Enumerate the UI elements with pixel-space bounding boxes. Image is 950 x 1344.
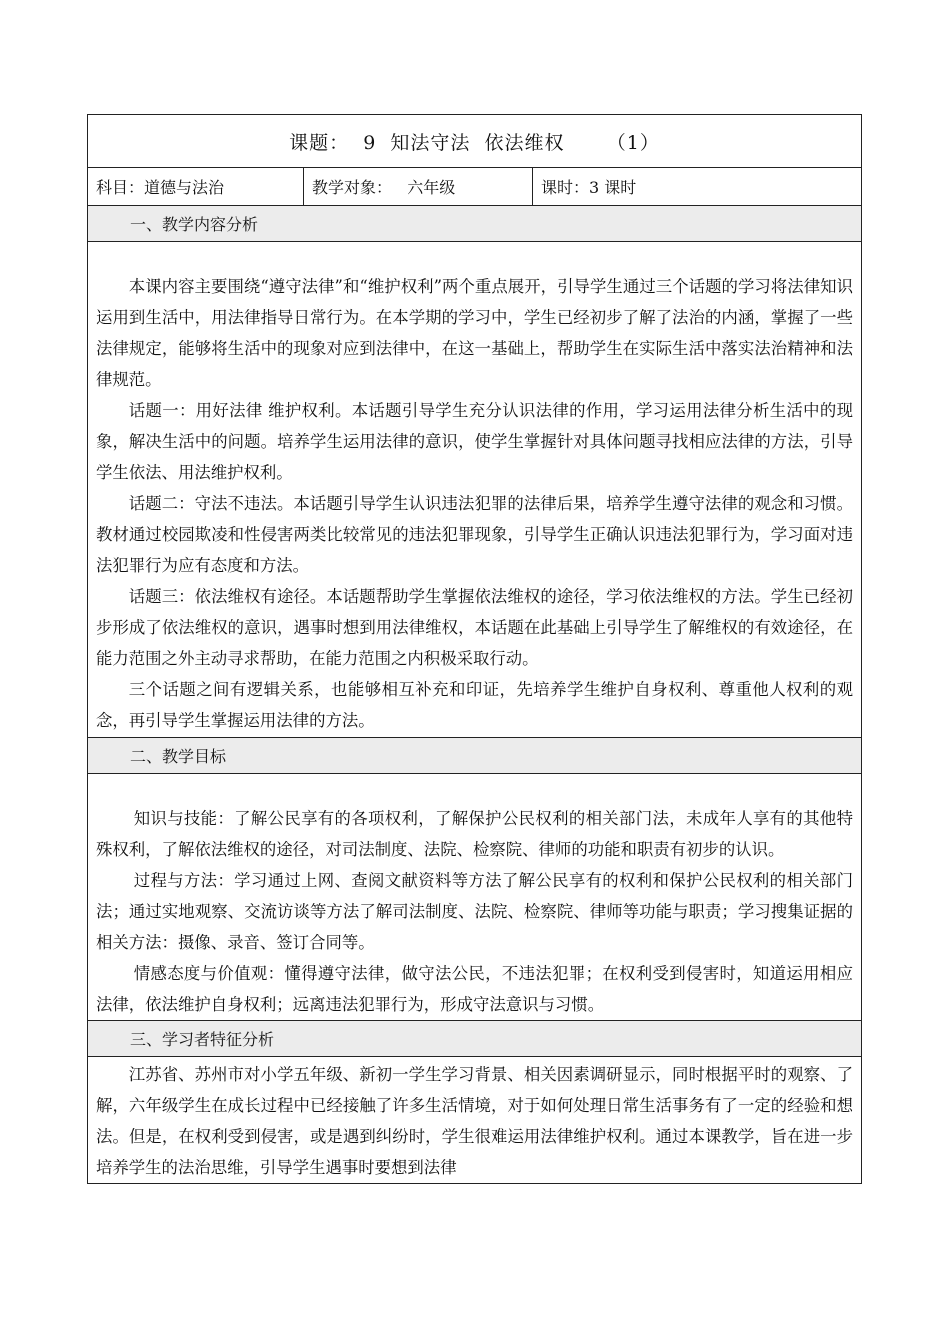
audience-cell: 教学对象： 六年级	[303, 168, 532, 205]
paragraph: 话题二：守法不违法。本话题引导学生认识违法犯罪的法律后果，培养学生遵守法律的观念和习惯。教材通过校园欺凌和性侵害两类比较常见的违法犯罪现象，引导学生正确认识违法犯罪行为，学习面对违法犯罪行为应有态度和方法。	[96, 494, 853, 575]
paragraph: 情感态度与价值观：懂得遵守法律，做守法公民，不违法犯罪；在权利受到侵害时，知道运用相应法律，依法维护自身权利；远离违法犯罪行为，形成守法意识与习惯。	[96, 964, 853, 1014]
paragraph: 江苏省、苏州市对小学五年级、新初一学生学习背景、相关因素调研显示，同时根据平时的观察、了解，六年级学生在成长过程中已经接触了许多生活情境，对于如何处理日常生活事务有了一定的经验和想法。但是，在权利受到侵害，或是遇到纠纷时，学生很难运用法律维护权利。通过本课教学，旨在进一步培养学生的法治思维，引导学生遇事时要想到法律	[96, 1065, 853, 1177]
paragraph: 本课内容主要围绕“遵守法律”和“维护权利”两个重点展开，引导学生通过三个话题的学习将法律知识运用到生活中，用法律指导日常行为。在本学期的学习中，学生已经初步了解了法治的内涵，掌握了一些法律规定，能够将生活中的现象对应到法律中，在这一基础上，帮助学生在实际生活中落实法治精神和法律规范。	[96, 277, 853, 389]
paragraph: 知识与技能：了解公民享有的各项权利，了解保护公民权利的相关部门法，未成年人享有的其他特殊权利，了解依法维权的途径，对司法制度、法院、检察院、律师的功能和职责有初步的认识。	[96, 809, 853, 859]
subject-cell: 科目：道德与法治	[96, 178, 225, 197]
section-heading-teaching-goals: 二、教学目标	[88, 738, 861, 774]
meta-row	[88, 168, 861, 206]
paragraph: 话题一：用好法律 维护权利。本话题引导学生充分认识法律的作用，学习运用法律分析生活中的现象，解决生活中的问题。培养学生运用法律的意识，使学生掌握针对具体问题寻找相应法律的方法，引导学生依法、用法维护权利。	[96, 401, 853, 482]
paragraph: 话题三：依法维权有途径。本话题帮助学生掌握依法维权的途径，学习依法维权的方法。学生已经初步形成了依法维权的意识，遇事时想到用法律维权，本话题在此基础上引导学生了解维权的有效途径，在能力范围之外主动寻求帮助，在能力范围之内积极采取行动。	[96, 587, 853, 668]
lesson-plan-table	[87, 114, 862, 1184]
section-body-content-analysis	[88, 242, 861, 738]
paragraph: 过程与方法：学习通过上网、查阅文献资料等方法了解公民享有的权利和保护公民权利的相关部门法；通过实地观察、交流访谈等方法了解司法制度、法院、检察院、律师等功能与职责；学习搜集证据的相关方法：摄像、录音、签订合同等。	[96, 871, 853, 952]
section-heading-learner-analysis: 三、学习者特征分析	[88, 1021, 861, 1057]
section-heading-content-analysis: 一、教学内容分析	[88, 206, 861, 242]
paragraph: 三个话题之间有逻辑关系，也能够相互补充和印证，先培养学生维护自身权利、尊重他人权利的观念，再引导学生掌握运用法律的方法。	[96, 680, 853, 730]
section-body-teaching-goals	[88, 774, 861, 1021]
section-body-learner-analysis	[88, 1057, 861, 1183]
lesson-title: 课题： 9 知法守法 依法维权 （1）	[88, 115, 861, 168]
hours-cell: 课时：3 课时	[532, 168, 861, 205]
